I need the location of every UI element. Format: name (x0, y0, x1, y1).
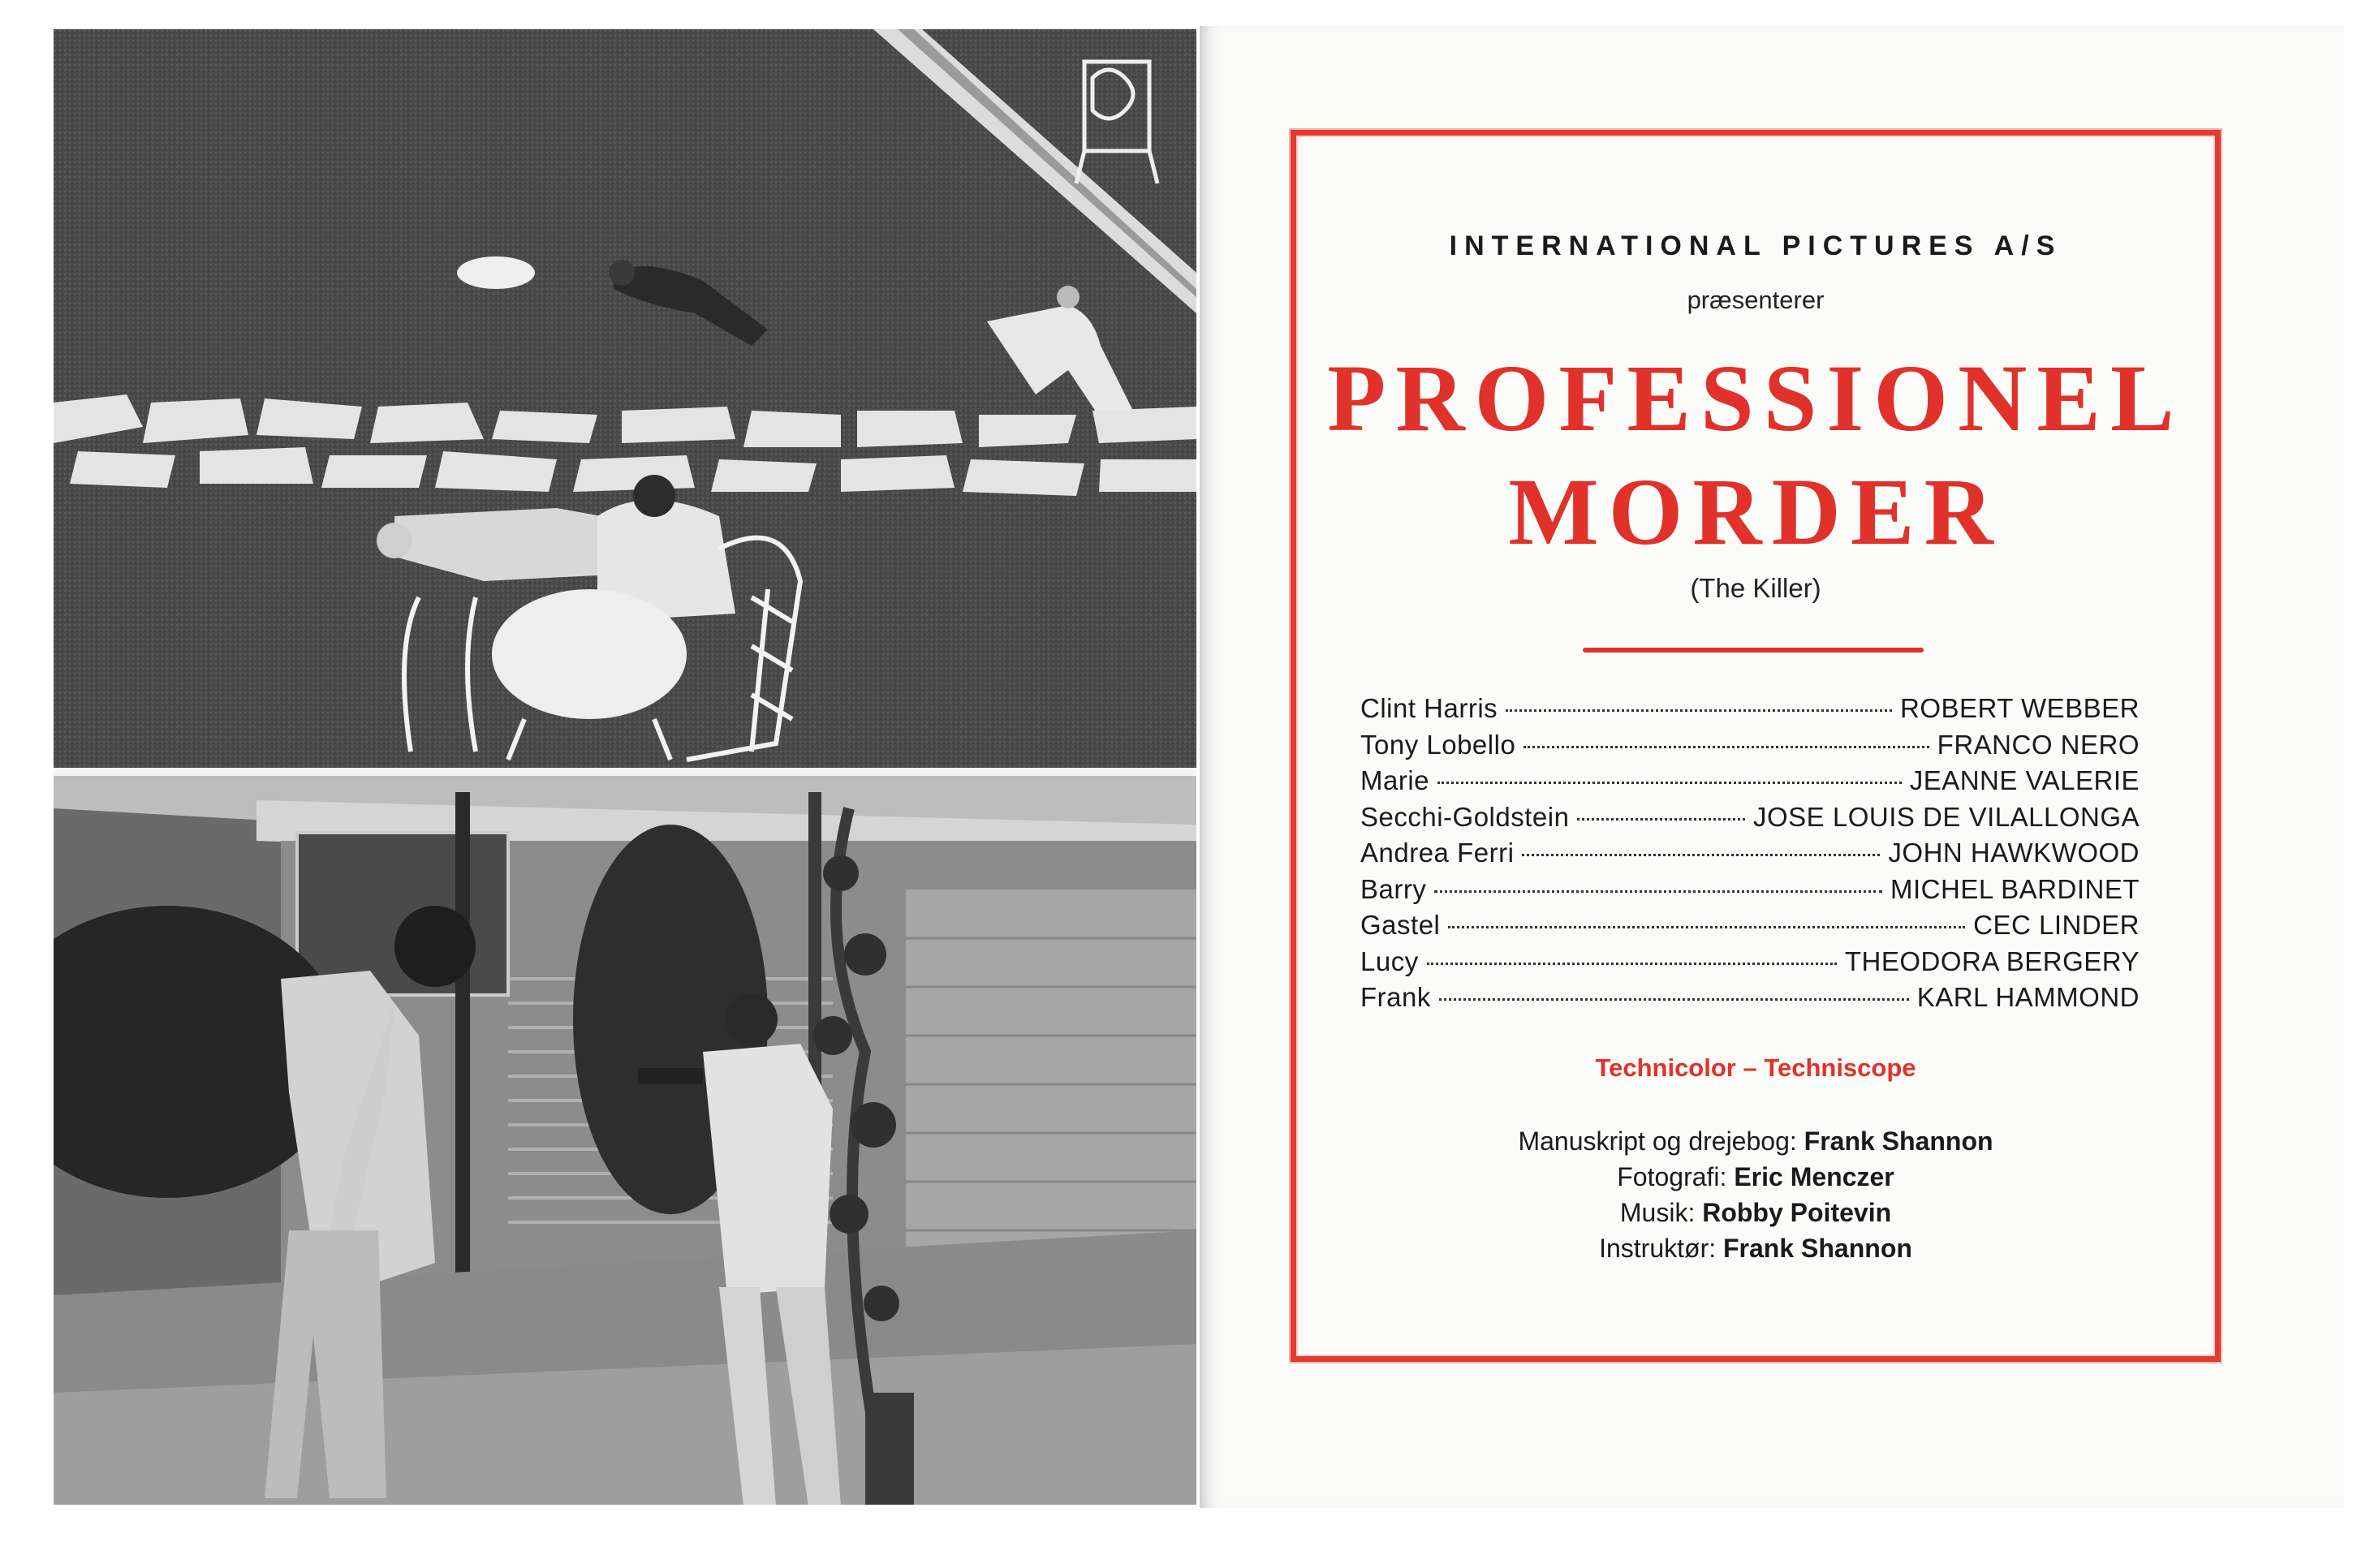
leader-dots (1522, 854, 1880, 856)
cast-row (1360, 910, 2140, 946)
cast-role: Secchi-Goldstein (1360, 801, 1570, 832)
presents-label: præsenterer (1687, 286, 1825, 314)
original-title: (The Killer) (1690, 573, 1821, 603)
leader-dots (1448, 926, 1965, 928)
title-divider (1583, 648, 1924, 653)
film-title-line-1: PROFESSIONEL (1327, 345, 2184, 451)
credit-label: Fotografi: (1617, 1162, 1727, 1191)
cast-actor: MICHEL BARDINET (1890, 873, 2140, 904)
cast-row (1360, 982, 2140, 1019)
cast-actor: JOHN HAWKWOOD (1888, 838, 2140, 868)
cast-role: Tony Lobello (1360, 729, 1516, 760)
credit-line (1299, 1159, 2213, 1195)
cast-row (1360, 802, 2140, 838)
cast-row (1360, 874, 2140, 911)
cast-role: Barry (1360, 873, 1427, 904)
cast-actor: CEC LINDER (1973, 910, 2140, 940)
credit-name: Frank Shannon (1804, 1126, 1993, 1156)
cast-row (1360, 765, 2140, 802)
credit-name: Robby Poitevin (1702, 1198, 1892, 1227)
cast-row (1360, 693, 2140, 730)
credit-label: Instruktør: (1599, 1234, 1717, 1263)
cast-actor: THEODORA BERGERY (1844, 946, 2140, 976)
presenter-company: INTERNATIONAL PICTURES A/S (1449, 230, 2062, 261)
cast-role: Andrea Ferri (1360, 838, 1515, 868)
leader-dots (1434, 890, 1882, 893)
gunman-scene-photo (54, 776, 1196, 1505)
credit-line (1299, 1195, 2213, 1230)
leader-dots (1427, 963, 1837, 965)
cast-role: Clint Harris (1360, 693, 1498, 723)
crew-credits (1299, 1123, 2213, 1266)
cast-actor: FRANCO NERO (1937, 729, 2140, 760)
color-process-label: Technicolor – Techniscope (1595, 1053, 1916, 1082)
leader-dots (1439, 998, 1909, 1001)
cast-row (1360, 838, 2140, 874)
credit-label: Musik: (1619, 1198, 1696, 1227)
photo-gunman-scene-icon (54, 776, 1196, 1505)
film-title-line-2: MORDER (1508, 459, 2003, 565)
cast-actor: JEANNE VALERIE (1909, 765, 2140, 795)
cast-role: Gastel (1360, 910, 1441, 940)
leader-dots (1437, 782, 1902, 784)
garden-scene-photo (54, 29, 1196, 768)
credit-name: Frank Shannon (1723, 1234, 1912, 1263)
credit-label: Manuskript og drejebog: (1518, 1126, 1797, 1156)
cast-row (1360, 730, 2140, 766)
cast-role: Lucy (1360, 946, 1419, 976)
photo-garden-scene-icon (54, 29, 1196, 768)
leader-dots (1506, 709, 1892, 712)
credit-line (1299, 1123, 2213, 1159)
cast-role: Frank (1360, 982, 1431, 1012)
leader-dots (1523, 746, 1929, 748)
cast-actor: KARL HAMMOND (1916, 982, 2140, 1012)
leader-dots (1577, 818, 1745, 821)
credit-line (1299, 1230, 2213, 1266)
cast-actor: JOSE LOUIS DE VILALLONGA (1753, 801, 2140, 832)
cast-row (1360, 946, 2140, 983)
cast-role: Marie (1360, 765, 1430, 795)
photo-divider (54, 768, 1196, 776)
cast-actor: ROBERT WEBBER (1899, 693, 2140, 723)
credit-name: Eric Menczer (1734, 1162, 1894, 1191)
cast-list (1360, 693, 2140, 1019)
